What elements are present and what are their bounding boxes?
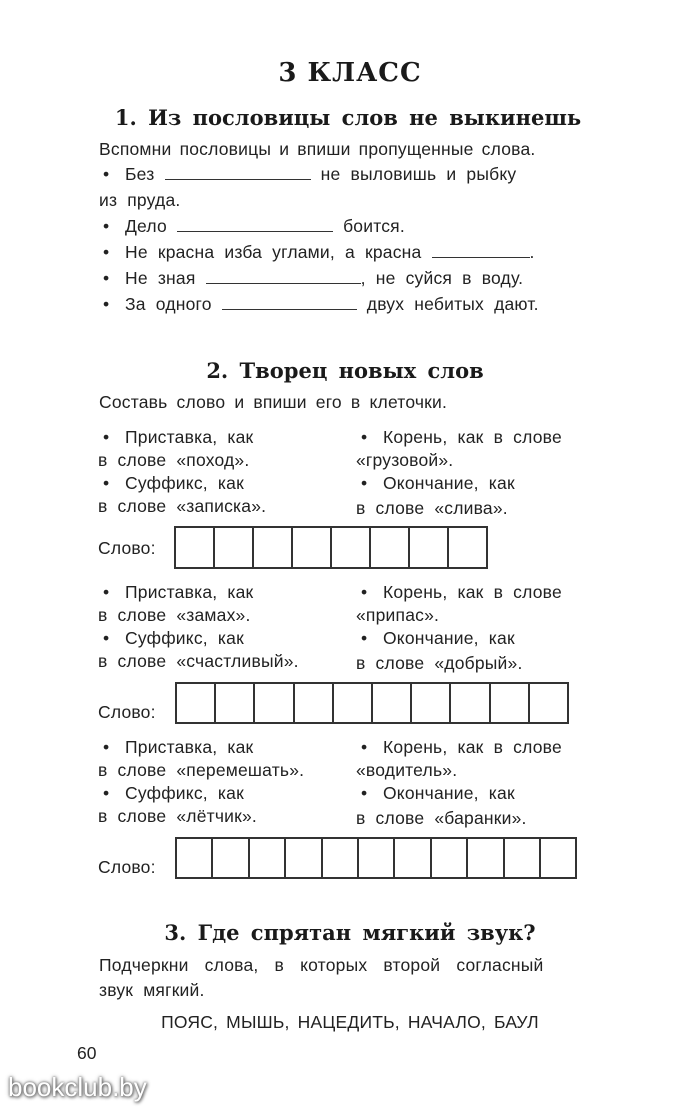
letter-cell[interactable] [530,684,569,722]
proverb-item-4: • Не зная , не суйся в воду. [103,268,524,288]
proverb-item-5: • За одного двух небитых дают. [103,294,539,314]
letter-cell[interactable] [213,839,249,877]
ending-hint-word: в слове «баранки». [356,808,527,828]
letter-cell[interactable] [491,684,530,722]
letter-cell[interactable] [468,839,504,877]
letter-cell[interactable] [293,528,332,567]
bullet-icon: • [103,268,110,288]
ending-hint: • Окончание, как [361,628,515,648]
section2-title: 2. Творец новых слов [206,358,484,383]
answer-blank[interactable] [165,165,311,180]
proverb-item-1: • Без не выловишь и рыбку [103,164,517,184]
letter-cell[interactable] [505,839,541,877]
bullet-icon: • [103,783,110,803]
word-label: Слово: [98,538,156,558]
ending-hint: • Окончание, как [361,473,515,493]
bullet-icon: • [103,582,110,602]
letter-cell[interactable] [449,528,488,567]
grade-title: 3 КЛАСС [278,58,422,88]
letter-grid [175,682,569,724]
word-label: Слово: [98,702,156,722]
letter-cell[interactable] [177,839,213,877]
bullet-icon: • [103,427,110,447]
letter-cell[interactable] [216,684,255,722]
watermark: bookclub.by [8,1072,147,1102]
letter-cell[interactable] [395,839,431,877]
suffix-hint-word: в слове «счастливый». [98,651,299,671]
prefix-hint-word: в слове «замах». [98,605,251,625]
bullet-icon: • [103,628,110,648]
letter-cell[interactable] [323,839,359,877]
ending-hint-word: в слове «добрый». [356,653,523,673]
letter-cell[interactable] [451,684,490,722]
bullet-icon: • [103,294,110,314]
bullet-icon: • [103,164,110,184]
answer-blank[interactable] [206,269,361,284]
answer-blank[interactable] [177,217,333,232]
suffix-hint: • Суффикс, как [103,473,244,493]
bullet-icon: • [361,628,368,648]
section2-instruction: Составь слово и впиши его в клеточки. [99,392,448,412]
letter-cell[interactable] [412,684,451,722]
root-hint: • Корень, как в слове [361,427,562,447]
letter-grid [174,526,488,569]
letter-cell[interactable] [373,684,412,722]
bullet-icon: • [361,737,368,757]
bullet-icon: • [103,737,110,757]
bullet-icon: • [361,783,368,803]
letter-cell[interactable] [359,839,395,877]
word-label: Слово: [98,857,156,877]
letter-cell[interactable] [432,839,468,877]
letter-cell[interactable] [410,528,449,567]
suffix-hint-word: в слове «записка». [98,496,267,516]
letter-cell[interactable] [177,684,216,722]
answer-blank[interactable] [432,243,530,258]
bullet-icon: • [103,242,110,262]
bullet-icon: • [103,473,110,493]
section3-title: 3. Где спрятан мягкий звук? [164,920,536,945]
letter-cell[interactable] [541,839,577,877]
proverb-item-3: • Не красна изба углами, а красна . [103,242,535,262]
prefix-hint: • Приставка, как [103,582,254,602]
root-hint-word: «грузовой». [356,450,454,470]
prefix-hint-word: в слове «перемешать». [98,760,305,780]
answer-blank[interactable] [222,295,357,310]
section3-instruction-line1: Подчеркни слова, в которых второй согласный [99,955,544,975]
letter-cell[interactable] [176,528,215,567]
proverb-item-2: • Дело боится. [103,216,405,236]
root-hint: • Корень, как в слове [361,737,562,757]
root-hint-word: «припас». [356,605,440,625]
section1-title: 1. Из пословицы слов не выкинешь [114,105,582,130]
prefix-hint: • Приставка, как [103,737,254,757]
ending-hint: • Окончание, как [361,783,515,803]
letter-cell[interactable] [295,684,334,722]
suffix-hint: • Суффикс, как [103,628,244,648]
word-list: ПОЯС, МЫШЬ, НАЦЕДИТЬ, НАЧАЛО, БАУЛ [161,1012,539,1032]
prefix-hint: • Приставка, как [103,427,254,447]
section1-instruction: Вспомни пословицы и впиши пропущенные слова. [99,139,536,159]
letter-cell[interactable] [286,839,322,877]
suffix-hint-word: в слове «лётчик». [98,806,257,826]
prefix-hint-word: в слове «поход». [98,450,250,470]
ending-hint-word: в слове «слива». [356,498,508,518]
suffix-hint: • Суффикс, как [103,783,244,803]
page-number: 60 [77,1043,97,1063]
letter-cell[interactable] [254,528,293,567]
bullet-icon: • [361,427,368,447]
letter-grid [175,837,577,879]
root-hint: • Корень, как в слове [361,582,562,602]
letter-cell[interactable] [371,528,410,567]
letter-cell[interactable] [250,839,286,877]
bullet-icon: • [361,473,368,493]
letter-cell[interactable] [215,528,254,567]
proverb-item-1-continuation: из пруда. [99,190,181,210]
bullet-icon: • [361,582,368,602]
letter-cell[interactable] [332,528,371,567]
section3-instruction-line2: звук мягкий. [99,980,205,1000]
bullet-icon: • [103,216,110,236]
letter-cell[interactable] [255,684,294,722]
root-hint-word: «водитель». [356,760,458,780]
letter-cell[interactable] [334,684,373,722]
